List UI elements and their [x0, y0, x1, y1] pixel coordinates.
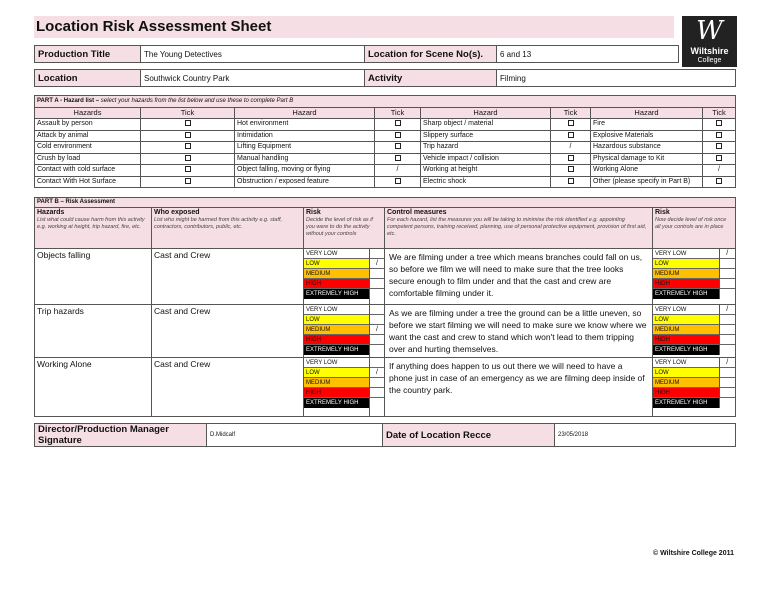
hazard-tick-checkbox[interactable] [703, 176, 736, 188]
logo-line1: Wiltshire [690, 46, 729, 56]
risk-after-marks [719, 249, 735, 299]
risk-level-mark[interactable] [720, 325, 736, 335]
part-b-heading: PART B – Risk Assessment [35, 198, 736, 208]
part-a-heading: PART A - Hazard list – select your hazards from the list below and use these to complete Part B [35, 96, 736, 108]
tick-col-header: Tick [375, 107, 421, 119]
hazard-name: Hot environment [235, 119, 375, 131]
risk-who-exposed[interactable]: Cast and Crew [152, 249, 304, 305]
risk-who-exposed[interactable]: Cast and Crew [152, 305, 304, 358]
risk-level-mark[interactable] [720, 378, 736, 388]
risk-row [35, 305, 736, 358]
risk-level-mark[interactable] [370, 398, 384, 408]
hazard-name: Assault by person [35, 119, 141, 131]
risk-level-mark[interactable] [370, 345, 384, 355]
risk-level-label: HIGH [653, 388, 719, 398]
recce-date-label: Date of Location Recce [383, 424, 555, 447]
risk-level-label: LOW [304, 368, 369, 378]
risk-level-label: MEDIUM [304, 378, 369, 388]
risk-level-mark[interactable] [720, 335, 736, 345]
risk-before-marks [370, 305, 385, 358]
risk-hazard[interactable]: Working Alone [35, 358, 152, 417]
activity-label: Activity [365, 70, 497, 87]
hazard-tick-checkbox[interactable] [141, 142, 235, 154]
hazard-tick-checkbox[interactable] [703, 119, 736, 131]
risk-level-label: MEDIUM [304, 325, 369, 335]
risk-level-mark[interactable] [370, 249, 384, 259]
signature-field[interactable]: D.Midcalf [207, 424, 383, 447]
hazard-name: Attack by animal [35, 130, 141, 142]
risk-before-levels [304, 305, 370, 358]
risk-level-mark[interactable]: / [370, 259, 384, 269]
risk-after-row [653, 305, 735, 355]
hazard-col-header: Hazard [591, 107, 703, 119]
signature-label: Director/Production Manager Signature [35, 424, 207, 447]
hazard-tick-checkbox[interactable] [703, 165, 736, 177]
hazards-col-header: Hazards List what could cause harm from this activity e.g. working at height, trip hazard, fire, etc. [35, 208, 152, 249]
hazard-list-table [34, 95, 736, 188]
tick-mark: / [718, 166, 720, 174]
risk-level-mark[interactable]: / [720, 305, 736, 315]
risk-before-marks [370, 358, 385, 417]
college-logo [682, 16, 737, 67]
control-measures-text[interactable]: We are filming under a tree which means branches could fall on us, so before we film we will need to make sure that the tree looks secure enough to film under and that the cast and crew are comfortable filming under it. [385, 249, 653, 305]
hazard-tick-checkbox[interactable] [703, 130, 736, 142]
risk-level-label: EXTREMELY HIGH [653, 345, 719, 355]
risk-who-exposed[interactable]: Cast and Crew [152, 358, 304, 417]
risk-level-label: VERY LOW [653, 358, 719, 368]
hazard-tick-checkbox[interactable] [141, 130, 235, 142]
hazard-tick-checkbox[interactable] [375, 153, 421, 165]
copyright-footer: © Wiltshire College 2011 [653, 550, 734, 557]
risk-level-label: VERY LOW [653, 305, 719, 315]
hazard-name: Trip hazard [421, 142, 551, 154]
signature-table [34, 423, 736, 447]
location-field[interactable]: Southwick Country Park [141, 70, 365, 87]
risk-level-mark[interactable] [720, 279, 736, 289]
empty-checkbox-icon [185, 143, 191, 149]
hazard-tick-checkbox[interactable] [141, 119, 235, 131]
empty-checkbox-icon [716, 120, 722, 126]
hazard-name: Manual handling [235, 153, 375, 165]
risk-level-mark[interactable]: / [720, 249, 736, 259]
location-label: Location [35, 70, 141, 87]
title-bar [34, 16, 674, 38]
hazard-tick-checkbox[interactable] [141, 165, 235, 177]
empty-checkbox-icon [395, 120, 401, 126]
empty-checkbox-icon [568, 178, 574, 184]
empty-checkbox-icon [395, 178, 401, 184]
control-measures-col-header: Control measures For each hazard, list the measures you will be taking to minimise the risk identified e.g. appointing competent persons, training received, planning, use of personal protective equipment, provision of first aid, etc. [385, 208, 653, 249]
empty-checkbox-icon [185, 166, 191, 172]
risk-level-mark[interactable] [720, 345, 736, 355]
hazard-tick-checkbox[interactable] [141, 153, 235, 165]
hazard-name: Vehicle impact / collision [421, 153, 551, 165]
risk-level-label: MEDIUM [653, 378, 719, 388]
empty-checkbox-icon [568, 166, 574, 172]
location-scene-field[interactable]: 6 and 13 [497, 46, 679, 63]
hazard-tick-checkbox[interactable] [551, 130, 591, 142]
risk-level-mark[interactable]: / [370, 325, 384, 335]
risk-level-label: VERY LOW [304, 358, 369, 368]
hazard-tick-checkbox[interactable] [375, 119, 421, 131]
risk-after-levels [653, 305, 719, 355]
risk-level-mark[interactable] [370, 305, 384, 315]
hazard-name: Electric shock [421, 176, 551, 188]
hazard-name: Object falling, moving or flying [235, 165, 375, 177]
tick-col-header: Tick [703, 107, 736, 119]
hazard-tick-checkbox[interactable] [375, 142, 421, 154]
hazard-row [35, 119, 736, 131]
empty-checkbox-icon [185, 155, 191, 161]
risk-level-mark[interactable] [720, 315, 736, 325]
hazard-name: Explosive Materials [591, 130, 703, 142]
recce-date-field[interactable]: 23/05/2018 [555, 424, 736, 447]
hazard-row [35, 153, 736, 165]
risk-level-mark[interactable] [370, 289, 384, 299]
risk-after-cell [653, 305, 736, 358]
risk-level-label: HIGH [653, 279, 719, 289]
risk-level-mark[interactable] [720, 259, 736, 269]
tick-mark: / [569, 143, 572, 151]
empty-checkbox-icon [395, 155, 401, 161]
location-info-table [34, 69, 736, 87]
hazard-name: Obstruction / exposed feature [235, 176, 375, 188]
empty-checkbox-icon [716, 132, 722, 138]
tick-col-header: Tick [141, 107, 235, 119]
hazard-tick-checkbox[interactable] [551, 165, 591, 177]
risk-before-marks [370, 249, 385, 305]
hazard-tick-checkbox[interactable] [375, 165, 421, 177]
risk-after-marks [719, 358, 735, 408]
hazard-tick-checkbox[interactable] [375, 130, 421, 142]
hazard-tick-checkbox[interactable] [141, 176, 235, 188]
risk-after-grid [653, 249, 735, 299]
risk-level-label: EXTREMELY HIGH [653, 398, 719, 408]
risk-after-cell [653, 358, 736, 417]
control-measures-text[interactable]: As we are filming under a tree the ground can be a little uneven, so before we start filming we will need to make sure we know where we want the cast and crew to stand which won't lead to them tripping over and hurting themselves. [385, 305, 653, 358]
empty-checkbox-icon [568, 132, 574, 138]
hazard-name: Working at height [421, 165, 551, 177]
hazard-name: Lifting Equipment [235, 142, 375, 154]
risk-level-label: VERY LOW [304, 305, 369, 315]
hazard-name: Fire [591, 119, 703, 131]
risk-level-label: HIGH [304, 388, 369, 398]
risk-level-mark[interactable]: / [370, 368, 384, 378]
tick-col-header: Tick [551, 107, 591, 119]
risk-row [35, 358, 736, 417]
hazard-col-header: Hazard [235, 107, 375, 119]
production-title-field[interactable]: The Young Detectives [141, 46, 365, 63]
hazard-name: Other (please specify in Part B) [591, 176, 703, 188]
risk-before-levels [304, 358, 370, 417]
location-scene-label: Location for Scene No(s). [365, 46, 497, 63]
risk-after-grid [653, 358, 735, 408]
hazard-tick-checkbox[interactable] [551, 153, 591, 165]
risk-hazard[interactable]: Trip hazards [35, 305, 152, 358]
risk-after-levels [653, 249, 719, 299]
risk-level-label: EXTREMELY HIGH [304, 398, 369, 408]
hazard-row [35, 130, 736, 142]
hazard-name: Cold environment [35, 142, 141, 154]
risk-before-col-header: Risk Decide the level of risk as if you were to do the activity without your controls [304, 208, 385, 249]
risk-level-label: MEDIUM [653, 325, 719, 335]
hazard-name: Contact With Hot Surface [35, 176, 141, 188]
empty-checkbox-icon [185, 132, 191, 138]
who-exposed-col-header: Who exposed List who might be harmed from this activity e.g. staff, contractors, contributors, public, etc. [152, 208, 304, 249]
empty-checkbox-icon [716, 155, 722, 161]
production-title-label: Production Title [35, 46, 141, 63]
logo-line2: College [697, 57, 722, 64]
activity-field[interactable]: Filming [497, 70, 736, 87]
risk-level-mark[interactable]: / [720, 358, 736, 368]
hazard-name: Sharp object / material [421, 119, 551, 131]
risk-after-row [653, 249, 735, 299]
risk-level-mark[interactable] [370, 335, 384, 345]
hazard-tick-checkbox[interactable] [551, 119, 591, 131]
control-measures-text[interactable]: If anything does happen to us out there we will need to have a phone just in case of an emergency as we are filming deep inside of the country park. [385, 358, 653, 417]
risk-level-label: EXTREMELY HIGH [304, 345, 369, 355]
risk-after-grid [653, 305, 735, 355]
hazard-tick-checkbox[interactable] [551, 142, 591, 154]
empty-checkbox-icon [568, 155, 574, 161]
hazard-name: Intimidation [235, 130, 375, 142]
tick-mark: / [396, 166, 399, 174]
risk-level-label: LOW [653, 368, 719, 378]
risk-level-label: VERY LOW [653, 249, 719, 259]
risk-level-mark[interactable] [720, 269, 736, 279]
hazard-name: Physical damage to Kit [591, 153, 703, 165]
risk-level-mark[interactable] [370, 358, 384, 368]
risk-level-label: MEDIUM [653, 269, 719, 279]
hazard-name: Hazardous substance [591, 142, 703, 154]
risk-level-label: EXTREMELY HIGH [304, 289, 369, 299]
risk-level-label: VERY LOW [304, 249, 369, 259]
risk-after-marks [719, 305, 735, 355]
risk-after-col-header: Risk Now decide level of risk once all your controls are in place [653, 208, 736, 249]
risk-level-mark[interactable] [370, 315, 384, 325]
risk-before-levels [304, 249, 370, 305]
hazard-name: Slippery surface [421, 130, 551, 142]
risk-level-label: EXTREMELY HIGH [653, 289, 719, 299]
hazard-row [35, 176, 736, 188]
empty-checkbox-icon [185, 178, 191, 184]
hazard-tick-checkbox[interactable] [703, 142, 736, 154]
risk-level-label: LOW [304, 315, 369, 325]
hazard-name: Contact with cold surface [35, 165, 141, 177]
risk-level-mark[interactable] [720, 388, 736, 398]
risk-after-levels [653, 358, 719, 408]
hazard-name: Crush by load [35, 153, 141, 165]
hazard-row [35, 165, 736, 177]
empty-checkbox-icon [716, 143, 722, 149]
empty-checkbox-icon [185, 120, 191, 126]
risk-after-cell [653, 249, 736, 305]
risk-level-mark[interactable] [370, 279, 384, 289]
risk-level-mark[interactable] [720, 398, 736, 408]
hazard-tick-checkbox[interactable] [703, 153, 736, 165]
hazard-tick-checkbox[interactable] [375, 176, 421, 188]
page-title: Location Risk Assessment Sheet [36, 18, 272, 35]
risk-level-label: HIGH [304, 279, 369, 289]
hazard-name: Working Alone [591, 165, 703, 177]
risk-level-label: LOW [304, 259, 369, 269]
hazard-col-header: Hazard [421, 107, 551, 119]
hazard-tick-checkbox[interactable] [551, 176, 591, 188]
risk-level-label: HIGH [653, 335, 719, 345]
risk-hazard[interactable]: Objects falling [35, 249, 152, 305]
hazard-row [35, 142, 736, 154]
risk-level-mark[interactable] [370, 388, 384, 398]
logo-mark-icon: W [696, 16, 723, 46]
empty-checkbox-icon [395, 132, 401, 138]
risk-level-mark[interactable] [720, 368, 736, 378]
hazard-col-header: Hazards [35, 107, 141, 119]
risk-level-label: LOW [653, 259, 719, 269]
risk-level-mark[interactable] [370, 378, 384, 388]
production-info-table [34, 45, 679, 63]
risk-level-label: MEDIUM [304, 269, 369, 279]
empty-checkbox-icon [568, 120, 574, 126]
empty-checkbox-icon [716, 178, 722, 184]
risk-assessment-table [34, 197, 736, 417]
risk-level-label: HIGH [304, 335, 369, 345]
risk-level-mark[interactable] [370, 269, 384, 279]
risk-row [35, 249, 736, 305]
risk-level-mark[interactable] [720, 289, 736, 299]
risk-after-row [653, 358, 735, 408]
empty-checkbox-icon [395, 143, 401, 149]
risk-level-label: LOW [653, 315, 719, 325]
